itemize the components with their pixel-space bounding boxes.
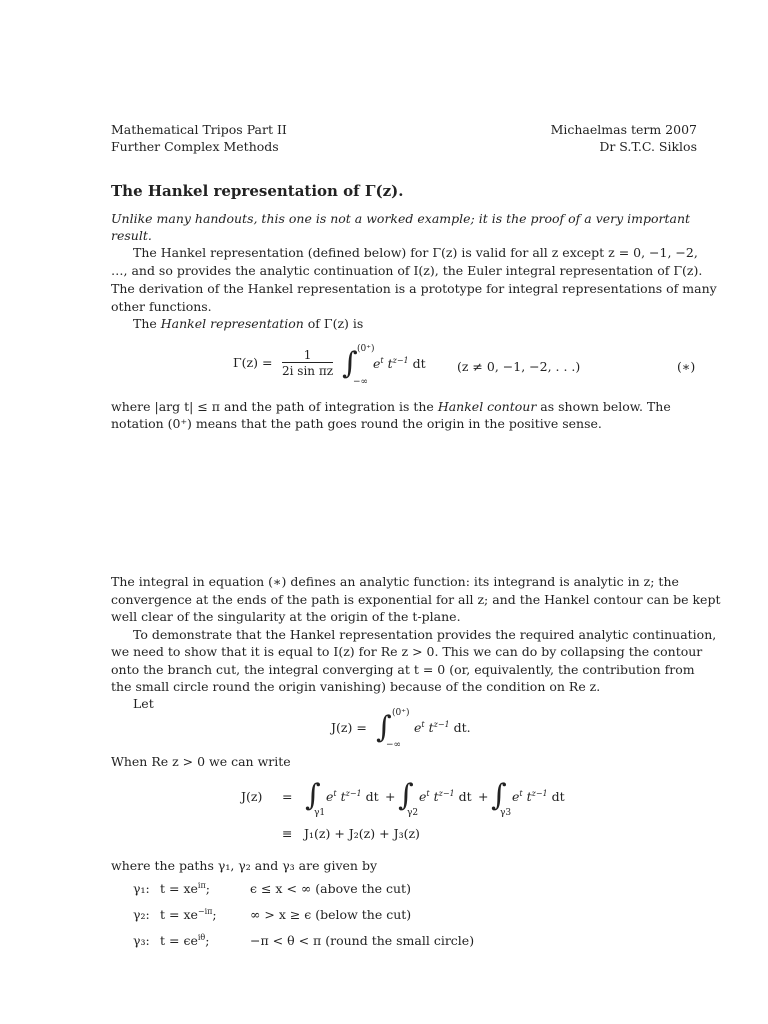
para1-line-3: The derivation of the Hankel representation is a prototype for integral representations of many — [111, 281, 717, 296]
s3-dt: dt — [547, 789, 565, 805]
para2-line — [133, 315, 697, 332]
path-1-name: γ₁: — [133, 881, 150, 896]
split-integral-3-icon: ∫ — [491, 778, 507, 813]
main-upper-limit: (0⁺) — [357, 344, 375, 354]
p3-exp: iθ — [197, 933, 206, 942]
j-e: e — [414, 720, 422, 736]
s3-t: t — [522, 789, 532, 805]
p1-tail: ; — [205, 881, 210, 897]
s1-st: t — [333, 789, 337, 798]
main-frac-num: 1 — [282, 348, 333, 363]
split-integral-1-icon: ∫ — [305, 778, 321, 813]
main-equation-fraction — [282, 348, 333, 378]
para3-text-a: where |arg t| ≤ π and the path of integration is the — [111, 399, 438, 414]
para5-line-4: the small circle round the origin vanishing) because of the condition on Re z. — [111, 679, 601, 694]
para3-line-2: notation (0⁺) means that the path goes round the origin in the positive sense. — [111, 416, 602, 431]
header-right-line1: Michaelmas term 2007 — [550, 122, 697, 137]
s2-t: t — [429, 789, 439, 805]
j-dt: dt. — [449, 720, 471, 736]
s2-dt: dt — [454, 789, 472, 805]
j-sup-t: t — [421, 720, 425, 729]
j-integrand — [414, 720, 471, 735]
path-1-def — [160, 881, 210, 896]
header-right-line2: Dr S.T.C. Siklos — [599, 139, 697, 154]
main-sup-t: t — [380, 356, 384, 365]
j-integral-sign-icon: ∫ — [376, 710, 392, 745]
main-t: t — [387, 356, 393, 372]
para1-line-2: …, and so provides the analytic continuation of I(z), the Euler integral representation of Γ(z). — [111, 263, 703, 278]
para2-term: Hankel representation — [160, 316, 304, 331]
p2-def: t = xe — [160, 907, 198, 923]
path-2-def — [160, 907, 217, 922]
split-equiv: ≡ — [282, 826, 293, 841]
main-frac-den: 2i sin πz — [282, 364, 334, 378]
p2-exp: −iπ — [197, 907, 213, 916]
main-dt: dt — [412, 356, 426, 372]
intro-line-2: result. — [111, 228, 152, 243]
let-text: Let — [133, 696, 154, 711]
header-left-line1: Mathematical Tripos Part II — [111, 122, 287, 137]
split-term-1 — [326, 789, 379, 804]
split-lhs: J(z) — [241, 789, 263, 804]
split-gamma-3: γ3 — [500, 808, 512, 818]
split-plus-2: + — [478, 789, 489, 804]
j-upper-limit: (0⁺) — [392, 708, 410, 718]
para1-line-4: other functions. — [111, 299, 212, 314]
para1-line-1: The Hankel representation (defined below) for Γ(z) is valid for all z except z = 0, −1, −2, — [133, 245, 698, 260]
split-plus-1: + — [385, 789, 396, 804]
para5-line-3: onto the branch cut, the integral converging at t = 0 (or, equivalently, the contribution from — [111, 662, 695, 677]
path-3-name: γ₃: — [133, 933, 150, 948]
s2-st: t — [426, 789, 430, 798]
para2-text-a: The — [133, 316, 161, 331]
split-integral-2-icon: ∫ — [398, 778, 414, 813]
integral-sign-icon: ∫ — [342, 346, 358, 381]
para3-line-1 — [111, 398, 697, 415]
para2-text-c: of Γ(z) is — [303, 316, 364, 331]
para5-line-2: we need to show that it is equal to I(z) for Re z > 0. This we can do by collapsing the contour — [111, 644, 703, 659]
s1-e: e — [326, 789, 334, 805]
path-2-name: γ₂: — [133, 907, 150, 922]
j-equation-lhs: J(z) = — [331, 720, 367, 735]
p3-tail: ; — [205, 933, 210, 949]
split-term-3 — [512, 789, 565, 804]
split-gamma-2: γ2 — [407, 808, 419, 818]
main-sup-exp: z−1 — [392, 356, 409, 365]
path-1-range: ϵ ≤ x < ∞ (above the cut) — [250, 881, 411, 896]
split-eq: = — [282, 789, 293, 804]
p3-def: t = ϵe — [160, 933, 198, 949]
split-gamma-1: γ1 — [314, 808, 326, 818]
s3-st: t — [519, 789, 523, 798]
p2-tail: ; — [212, 907, 217, 923]
para4-line-1: The integral in equation (∗) defines an analytic function: its integrand is analytic in z; the — [111, 574, 679, 589]
para5-line-1: To demonstrate that the Hankel representation provides the required analytic continuation, — [133, 627, 717, 642]
main-integrand — [373, 356, 426, 371]
j-sup-exp: z−1 — [433, 720, 450, 729]
para4-line-2: convergence at the ends of the path is exponential for all z; and the Hankel contour can be kept — [111, 592, 721, 607]
s3-se: z−1 — [531, 789, 548, 798]
when-text: When Re z > 0 we can write — [111, 754, 291, 769]
path-3-range: −π < θ < π (round the small circle) — [250, 933, 475, 948]
j-t: t — [424, 720, 434, 736]
split-rhs2: J₁(z) + J₂(z) + J₃(z) — [304, 826, 420, 841]
section-title: The Hankel representation of Γ(z). — [111, 182, 404, 200]
paths-intro: where the paths γ₁, γ₂ and γ₃ are given by — [111, 858, 378, 873]
s1-dt: dt — [361, 789, 379, 805]
s2-e: e — [419, 789, 427, 805]
s2-se: z−1 — [438, 789, 455, 798]
main-e: e — [373, 356, 381, 372]
split-term-2 — [419, 789, 472, 804]
p1-def: t = xe — [160, 881, 198, 897]
equation-tag: (∗) — [677, 359, 696, 374]
s1-se: z−1 — [345, 789, 362, 798]
para3-text-c: as shown below. The — [536, 399, 671, 414]
p1-exp: iπ — [197, 881, 206, 890]
para4-line-3: well clear of the singularity at the origin of the t-plane. — [111, 609, 461, 624]
main-condition: (z ≠ 0, −1, −2, . . .) — [457, 359, 581, 374]
header-left-line2: Further Complex Methods — [111, 139, 279, 154]
j-lower-limit: −∞ — [386, 740, 402, 750]
s1-t: t — [336, 789, 346, 805]
s3-e: e — [512, 789, 520, 805]
path-2-range: ∞ > x ≥ ϵ (below the cut) — [250, 907, 412, 922]
path-3-def — [160, 933, 209, 948]
main-equation-lhs: Γ(z) = — [233, 355, 273, 370]
intro-line-1: Unlike many handouts, this one is not a worked example; it is the proof of a very important — [111, 211, 691, 226]
main-lower-limit: −∞ — [353, 377, 369, 387]
para3-term: Hankel contour — [437, 399, 537, 414]
